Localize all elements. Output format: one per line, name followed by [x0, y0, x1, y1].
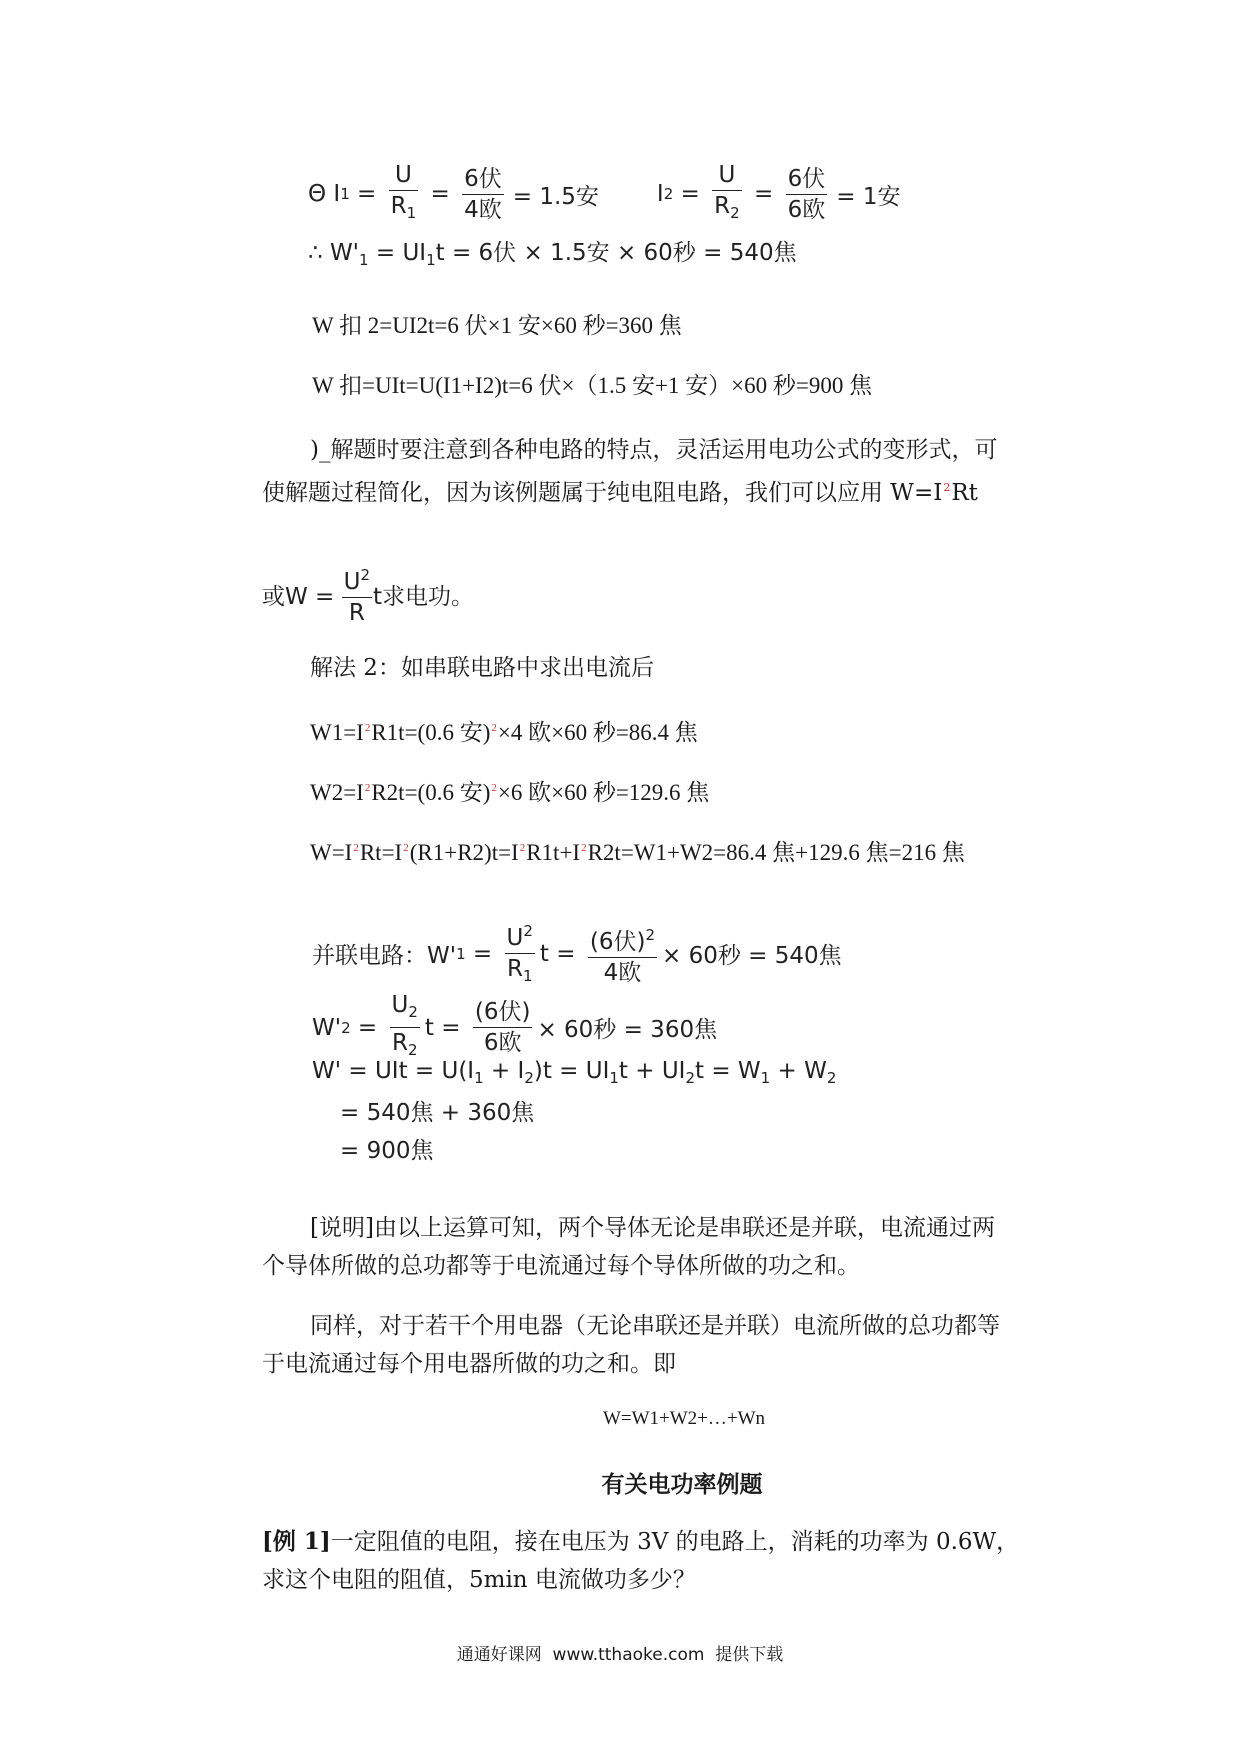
- formula-sub: 2: [685, 1069, 695, 1087]
- fraction: [786, 164, 828, 225]
- formula-text: R: [391, 1030, 408, 1056]
- text: (R1+R2)t=I: [409, 840, 519, 865]
- fraction-numerator: (6伏): [473, 997, 533, 1028]
- fraction-denominator: [505, 954, 535, 991]
- formula-text: t + UI: [618, 1058, 686, 1084]
- superscript: 2: [491, 722, 497, 734]
- text: R1t=(0.6 安): [371, 720, 491, 745]
- fraction-numerator: U: [712, 160, 742, 191]
- formula-sub: 2: [408, 1003, 418, 1021]
- explain-line: [310, 1308, 1000, 1344]
- formula-sub: 2: [524, 1069, 534, 1087]
- text: R1t+I: [526, 840, 581, 865]
- sum-formula: [64, 1408, 1240, 1430]
- formula-text: t =: [539, 940, 583, 967]
- paragraph-line: [310, 432, 997, 468]
- formula-sub: 1: [359, 251, 369, 269]
- fraction-numerator: [505, 916, 535, 954]
- method2-title: [310, 650, 654, 686]
- formula-parallel-line4: [340, 1094, 534, 1127]
- formula-text: t =: [424, 1014, 468, 1041]
- formula-text: ∴ W': [308, 240, 360, 266]
- fraction-numerator: 6伏: [786, 164, 828, 195]
- formula-text: U: [343, 569, 361, 595]
- formula-text: (6伏): [589, 928, 646, 955]
- formula-sub: 1: [426, 251, 436, 269]
- text: R2t=W1+W2=86.4 焦+129.6 焦=216 焦: [587, 840, 965, 865]
- formula-text: 或W =: [262, 583, 342, 610]
- text: W2=I: [310, 780, 364, 805]
- text-line-w1: [310, 710, 698, 751]
- formula-sub: 1: [406, 204, 417, 222]
- fraction: [712, 160, 742, 228]
- text: 求这个电阻的阻值，5min 电流做功多少？: [262, 1567, 696, 1593]
- fraction-denominator: 6欧: [787, 196, 826, 223]
- text-line-wtotal: [312, 368, 872, 404]
- formula-sub: 1: [760, 1069, 771, 1087]
- text: W=W1+W2+…+Wn: [602, 1408, 766, 1429]
- fraction-denominator: R: [348, 600, 365, 626]
- explain-line: [262, 1346, 676, 1382]
- text-line-w: [310, 830, 965, 871]
- fraction: [505, 916, 535, 991]
- formula-text: = 900焦: [340, 1138, 434, 1164]
- fraction: [389, 160, 419, 228]
- formula-text: × 60秒 = 540焦: [661, 943, 842, 969]
- formula-sub: 2: [341, 1018, 351, 1037]
- paragraph-line: [262, 470, 978, 511]
- formula-sub: 2: [663, 185, 674, 203]
- formula-parallel-line3: [312, 1058, 836, 1087]
- formula-text: = 1.5安: [512, 183, 599, 210]
- formula-text: + I: [483, 1058, 525, 1084]
- formula-text: t = W: [695, 1058, 761, 1084]
- footer-text: 通通好课网 www.tthaoke.com 提供下载: [456, 1645, 784, 1665]
- formula-text: =: [465, 940, 500, 967]
- superscript: 2: [403, 842, 409, 854]
- text: W 扣=UIt=U(I1+I2)t=6 伏×（1.5 安+1 安）×60 秒=900 焦: [312, 373, 873, 398]
- fraction-numerator: [342, 560, 372, 598]
- formula-sub: 2: [407, 1041, 418, 1059]
- superscript: 2: [364, 782, 371, 794]
- fraction: [342, 560, 372, 628]
- formula-text: U: [506, 925, 524, 951]
- formula-text: R: [390, 193, 407, 219]
- text: Rt: [951, 480, 978, 506]
- fraction-denominator: [389, 191, 419, 228]
- fraction-numerator: U: [389, 160, 419, 191]
- formula-sub: 2: [730, 204, 740, 222]
- fraction-numerator: 6伏: [462, 164, 504, 195]
- formula-text: U: [391, 992, 409, 1018]
- formula-text: I: [656, 181, 664, 207]
- fraction-numerator: [588, 920, 657, 958]
- formula-text: )t = UI: [533, 1058, 610, 1084]
- formula-parallel-line1: [312, 916, 842, 991]
- formula-sub: 1: [522, 967, 533, 985]
- text-line-w2b: [310, 770, 709, 811]
- section-title: [62, 1466, 1240, 1499]
- formula-work-line: [308, 234, 797, 269]
- fraction-numerator: [390, 990, 420, 1028]
- formula-text: Θ I: [308, 181, 341, 207]
- formula-sup: 2: [360, 566, 371, 584]
- formula-text: = 1安: [836, 183, 901, 210]
- superscript: 2: [581, 842, 587, 854]
- formula-text: t求电功。: [373, 583, 475, 610]
- formula-text: =: [350, 1014, 385, 1041]
- text: [说明]由以上运算可知，两个导体无论是串联还是并联，电流通过两: [310, 1215, 995, 1241]
- formula-sub: 1: [456, 944, 466, 963]
- formula-text: t = 6伏 × 1.5安 × 60秒 = 540焦: [435, 240, 797, 266]
- formula-text: =: [423, 181, 458, 207]
- formula-sub: 1: [340, 185, 350, 203]
- fraction: [462, 164, 504, 225]
- text: Rt=I: [359, 840, 403, 865]
- formula-text: W': [312, 1014, 342, 1041]
- formula-text: W' = UIt = U(I: [312, 1058, 475, 1084]
- text: 一定阻值的电阻，接在电压为 3V 的电路上，消耗的功率为 0.6W，: [330, 1529, 1020, 1555]
- superscript: 2: [519, 842, 526, 854]
- formula-parallel-line5: [340, 1132, 433, 1165]
- superscript: 2: [943, 481, 951, 494]
- formula-sub: 1: [474, 1069, 484, 1087]
- text: 解法 2：如串联电路中求出电流后: [310, 655, 654, 681]
- formula-text: =: [746, 181, 781, 207]
- text: 于电流通过每个用电器所做的功之和。即: [262, 1351, 676, 1377]
- formula-text: =: [673, 181, 708, 207]
- text-line-w2: [312, 308, 682, 344]
- text: 同样，对于若干个用电器（无论串联还是并联）电流所做的总功都等: [310, 1313, 1000, 1339]
- explain-line: [262, 1248, 860, 1284]
- formula-current-line: [308, 160, 900, 228]
- formula-sub: 1: [609, 1069, 619, 1087]
- text: ×6 欧×60 秒=129.6 焦: [497, 780, 710, 805]
- page-footer: [0, 1640, 1240, 1665]
- formula-text: R: [506, 956, 523, 982]
- formula-sup: 2: [523, 922, 533, 940]
- formula-sup: 2: [645, 925, 655, 944]
- text: 有关电功率例题: [601, 1472, 763, 1498]
- example-line: [262, 1562, 696, 1598]
- example-label: [例 1]: [262, 1528, 331, 1555]
- formula-text: =: [349, 181, 384, 207]
- formula-text: × 60秒 = 360焦: [537, 1017, 718, 1043]
- fraction-denominator: 4欧: [464, 196, 502, 223]
- example-line: [262, 1524, 1019, 1560]
- superscript: 2: [364, 722, 371, 734]
- text: ×4 欧×60 秒=86.4 焦: [497, 720, 698, 745]
- formula-text: R: [714, 193, 731, 219]
- explain-line: [310, 1210, 995, 1246]
- fraction-denominator: [712, 191, 742, 228]
- formula-sub: 2: [826, 1069, 837, 1087]
- text: R2t=(0.6 安): [371, 780, 491, 805]
- text: )_解题时要注意到各种电路的特点，灵活运用电功公式的变形式，可: [310, 437, 998, 463]
- text: 使解题过程简化，因为该例题属于纯电阻电路，我们可以应用 W=I: [262, 480, 943, 506]
- text: W=I: [310, 840, 353, 865]
- text: 个导体所做的总功都等于电流通过每个导体所做的功之和。: [262, 1253, 860, 1279]
- text: W 扣 2=UI2t=6 伏×1 安×60 秒=360 焦: [312, 313, 682, 338]
- formula-text: 并联电路：W': [312, 943, 457, 969]
- formula-text: = UI: [368, 240, 427, 266]
- text: W1=I: [310, 720, 364, 745]
- superscript: 2: [353, 842, 359, 854]
- superscript: 2: [491, 782, 497, 794]
- fraction: [588, 920, 657, 988]
- formula-parallel-line2: [312, 990, 717, 1065]
- fraction-denominator: 4欧: [603, 959, 642, 986]
- formula-text: + W: [770, 1058, 827, 1084]
- formula-alt-line: [262, 560, 474, 628]
- fraction: [473, 997, 533, 1058]
- fraction: [390, 990, 420, 1065]
- fraction-denominator: 6欧: [483, 1030, 522, 1056]
- formula-text: = 540焦 + 360焦: [340, 1100, 535, 1126]
